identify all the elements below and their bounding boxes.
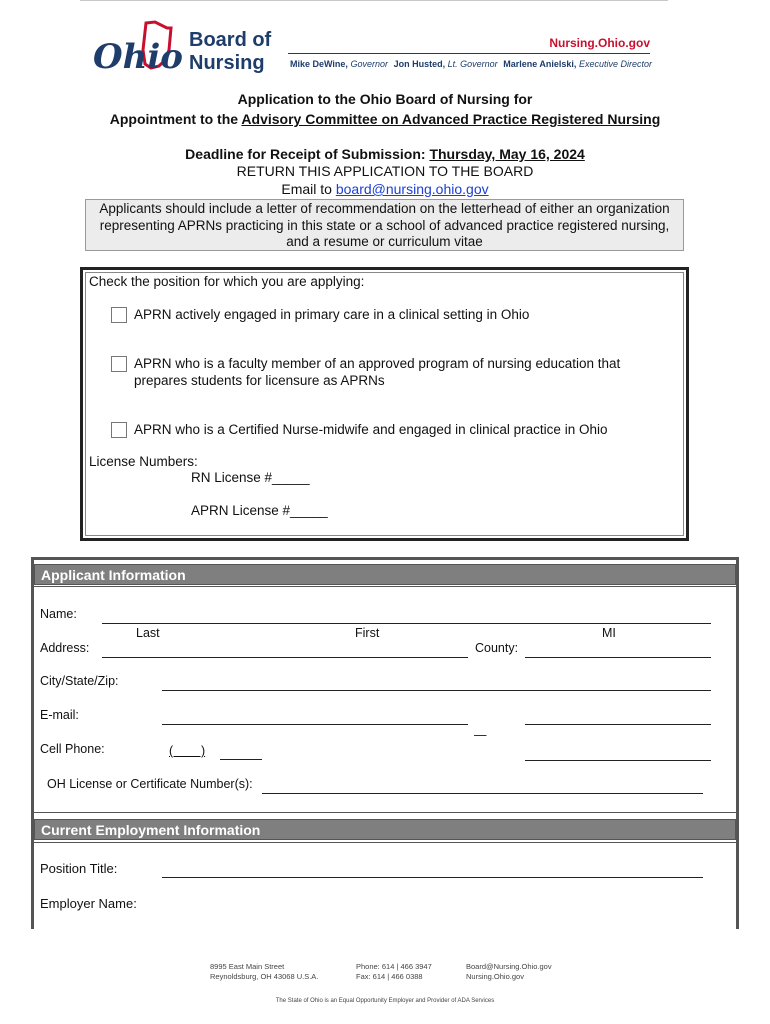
executive-director: Marlene Anielski, Executive Director [503,59,652,69]
area-code-field[interactable]: ( ) [169,744,206,758]
footer-address: 8995 East Main Street Reynoldsburg, OH 43068 U.S.A. [210,962,319,981]
website-label: Nursing.Ohio.gov [549,36,650,50]
name-label: Name: [40,607,77,621]
form-subtitle: Appointment to the Advisory Committee on Advanced Practice Registered Nursing [109,111,661,127]
return-instruction: RETURN THIS APPLICATION TO THE BOARD [236,163,534,179]
employer-name-label: Employer Name: [40,896,137,911]
email-instruction: Email to board@nursing.ohio.gov [281,181,489,197]
dash-mark: — [474,728,487,742]
footer-phone: Phone: 614 | 466 3947 Fax: 614 | 466 0388 [356,962,432,981]
governor: Mike DeWine, Governor [290,59,388,69]
middle-initial-hint: MI [602,626,616,640]
city-state-zip-input[interactable] [162,690,711,691]
name-input[interactable] [102,623,711,624]
last-name-hint: Last [136,626,160,640]
option-midwife-label: APRN who is a Certified Nurse-midwife and engaged in clinical practice in Ohio [134,422,608,437]
option-faculty-label-1: APRN who is a faculty member of an approved program of nursing education that [134,356,621,371]
option-primary-care-label: APRN actively engaged in primary care in a clinical setting in Ohio [134,307,530,322]
cell-phone-input[interactable] [220,759,262,760]
position-title-label: Position Title: [40,861,118,876]
logo-text: Ohio [93,37,183,77]
oh-license-label: OH License or Certificate Number(s): [47,777,253,791]
address-input[interactable] [102,657,468,658]
rn-license-field[interactable]: RN License #_____ [191,470,310,485]
first-name-hint: First [355,626,380,640]
address-label: Address: [40,641,90,655]
county-label: County: [475,641,519,655]
option-faculty-checkbox[interactable] [111,356,127,372]
email-label: E-mail: [40,708,79,722]
top-divider [80,0,668,1]
employment-section-header: Current Employment Information [34,819,736,840]
oh-license-input[interactable] [262,793,703,794]
board-title: Board of Nursing [189,29,272,74]
email-input[interactable] [162,724,468,725]
applicant-section-header: Applicant Information [34,564,736,585]
notice-box: Applicants should include a letter of recommendation on the letterhead of either an organization representing APRNs practicing in this state or a school of advanced practice registered nursing, and a resume or curriculum vitae [85,199,684,251]
footer-contact: Board@Nursing.Ohio.gov Nursing.Ohio.gov [466,962,552,981]
cell-phone-label: Cell Phone: [40,742,105,756]
applicant-section [31,557,739,929]
deadline: Deadline for Receipt of Submission: Thursday, May 16, 2024 [185,146,585,162]
secondary-phone-input[interactable] [525,760,711,761]
board-email-link[interactable]: board@nursing.ohio.gov [335,181,489,197]
email-secondary-input[interactable] [525,724,711,725]
lt-governor: Jon Husted, Lt. Governor [393,59,498,69]
option-faculty-label-2: prepares students for licensure as APRNs [134,373,385,388]
position-prompt: Check the position for which you are applying: [89,274,365,289]
aprn-license-field[interactable]: APRN License #_____ [191,503,328,518]
option-midwife-checkbox[interactable] [111,422,127,438]
letterhead-rule [288,53,650,54]
option-primary-care-checkbox[interactable] [111,307,127,323]
form-title: Application to the Ohio Board of Nursing for [237,91,533,107]
officials-line [290,59,652,69]
county-input[interactable] [525,657,711,658]
city-state-zip-label: City/State/Zip: [40,674,119,688]
footer-eeo: The State of Ohio is an Equal Opportunity Employer and Provider of ADA Services [275,998,495,1004]
position-title-input[interactable] [162,877,703,878]
license-numbers-label: License Numbers: [89,454,198,469]
